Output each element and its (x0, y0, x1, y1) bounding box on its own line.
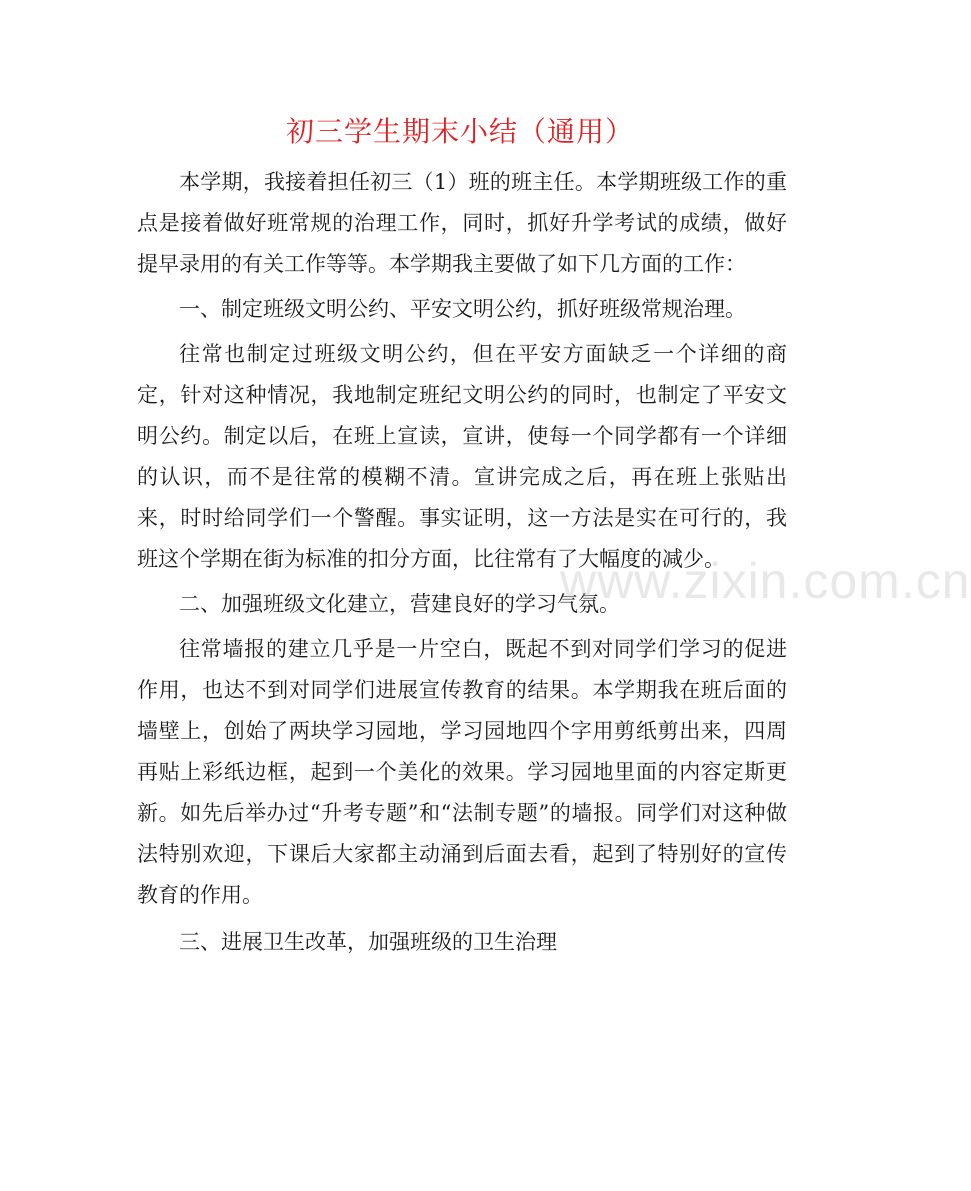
paragraph-section-1: 往常也制定过班级文明公约，但在平安方面缺乏一个详细的商定，针对这种情况，我地制定班纪文明公约的同时，也制定了平安文明公约。制定以后，在班上宣读，宣讲，使每一个同学都有一个详细的认识，而不是往常的模糊不清。宣讲完成之后，再在班上张贴出来，时时给同学们一个警醒。事实证明，这一方法是实在可行的，我班这个学期在街为标准的扣分方面，比往常有了大幅度的减少。 (137, 342, 787, 571)
section-heading-2: 二、加强班级文化建立，营建良好的学习气氛。 (179, 592, 620, 616)
paragraph-section-2: 往常墙报的建立几乎是一片空白，既起不到对同学们学习的促进作用，也达不到对同学们进展宣传教育的结果。本学期我在班后面的墙壁上，创始了两块学习园地，学习园地四个字用剪纸剪出来，四周再贴上彩纸边框，起到一个美化的效果。学习园地里面的内容定斯更新。如先后举办过“升考专题”和“法制专题”的墙报。同学们对这种做法特别欢迎，下课后大家都主动涌到后面去看，起到了特别好的宣传教育的作用。 (137, 637, 787, 907)
document-title: 初三学生期末小结（通用） (285, 115, 634, 148)
watermark: www.zixin.com.cn (560, 553, 971, 609)
paragraph-intro: 本学期，我接着担任初三（1）班的班主任。本学期班级工作的重点是接着做好班常规的治理工作，同时，抓好升学考试的成绩，做好提早录用的有关工作等等。本学期我主要做了如下几方面的工作： (137, 170, 787, 276)
section-heading-3: 三、进展卫生改革，加强班级的卫生治理 (179, 930, 557, 954)
document-body (137, 162, 787, 963)
section-heading-1: 一、制定班级文明公约、平安文明公约，抓好班级常规治理。 (179, 297, 746, 321)
